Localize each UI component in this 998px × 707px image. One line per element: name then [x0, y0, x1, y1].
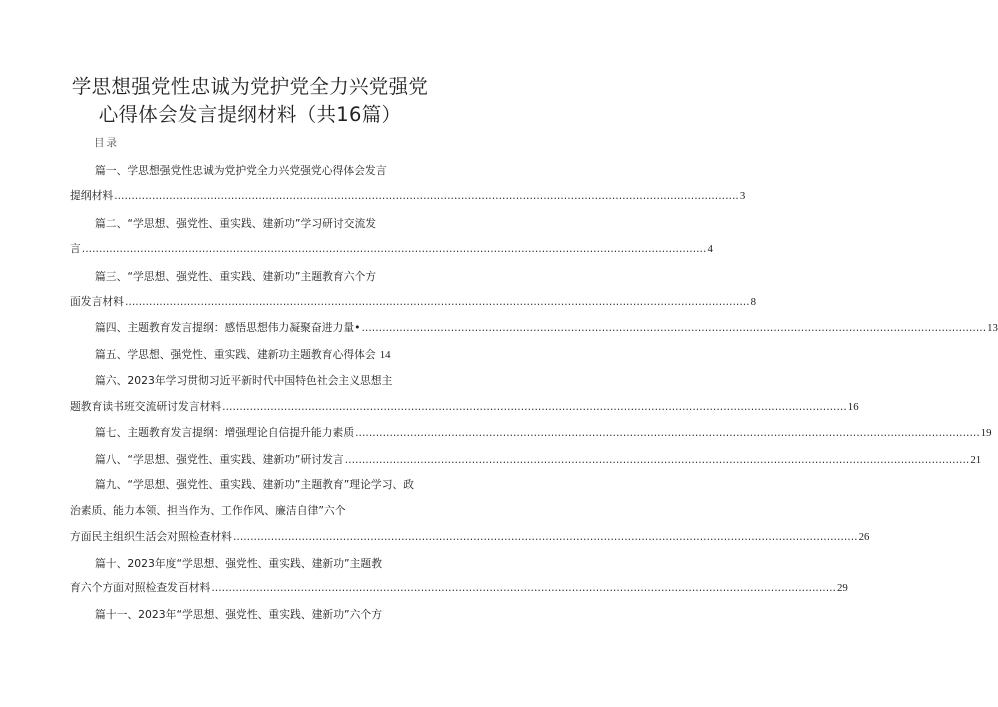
toc-entry-4-dots: ......................................................................................................................................................................................: [361, 321, 987, 334]
toc-entry-3-line-1[interactable]: 篇三、“学思想、强党性、重实践、建新功”主题教育六个方: [95, 270, 377, 283]
toc-entry-1-line-1[interactable]: 篇一、学思想强党性忠诚为党护党全力兴党强党心得体会发言: [95, 164, 387, 177]
toc-entry-4-title: 篇四、主题教育发言提纲：感悟思想伟力凝聚奋进力量•: [95, 321, 361, 334]
toc-entry-7-dots: ......................................................................................................................................................................................: [355, 426, 980, 439]
toc-entry-8-page: 21: [970, 454, 982, 466]
toc-entry-5[interactable]: [95, 347, 409, 363]
toc-entry-6-line-2: 题教育读书班交流研讨发言材料: [70, 400, 222, 413]
toc-entry-8[interactable]: [95, 452, 982, 468]
toc-entry-7[interactable]: [95, 425, 992, 441]
toc-entry-5-title: 篇五、学思想、强党性、重实践、建新功主题教育心得体会: [95, 348, 376, 361]
toc-entry-1-dots: ......................................................................................................................................................................................: [114, 189, 739, 202]
toc-entry-4[interactable]: [95, 320, 998, 336]
toc-entry-6-leader[interactable]: [70, 399, 859, 415]
toc-entry-2-dots: ......................................................................................................................................................................................: [81, 242, 707, 255]
toc-entry-1-leader[interactable]: [70, 188, 746, 204]
toc-entry-3-dots: ......................................................................................................................................................................................: [124, 295, 750, 308]
toc-entry-7-title: 篇七、主题教育发言提纲：增强理论自信提升能力素质: [95, 426, 355, 439]
toc-entry-2-line-1[interactable]: 篇二、“学思想、强党性、重实践、建新功”学习研讨交流发: [95, 217, 377, 230]
toc-entry-1-page: 3: [739, 190, 746, 202]
toc-heading: 目录: [94, 137, 119, 149]
toc-entry-10-page: 29: [837, 582, 848, 594]
toc-entry-9-line-1[interactable]: 篇九、“学思想、强党性、重实践、建新功”主题教育”理论学习、政: [95, 478, 415, 491]
toc-entry-9-line-2[interactable]: 治素质、能力本领、担当作为、工作作风、廉洁自律”六个: [70, 504, 346, 517]
toc-entry-7-page: 19: [980, 427, 992, 439]
toc-entry-9-page: 26: [858, 531, 870, 543]
toc-entry-11-line-1[interactable]: 篇十一、2023年“学思想、强党性、重实践、建新功”六个方: [95, 608, 382, 621]
toc-entry-2-leader[interactable]: [70, 241, 713, 257]
toc-entry-6-page: 16: [847, 401, 859, 413]
toc-entry-2-page: 4: [707, 243, 713, 255]
document-title-line-1: 学思想强党性忠诚为党护党全力兴党强党: [71, 75, 429, 98]
toc-entry-9-leader[interactable]: [70, 529, 870, 545]
toc-entry-10-line-2: 育六个方面对照检查发百材料: [70, 581, 211, 594]
toc-entry-2-line-2: 言: [70, 242, 81, 255]
toc-entry-9-dots: ......................................................................................................................................................................................: [232, 530, 858, 543]
toc-entry-10-line-1[interactable]: 篇十、2023年度“学思想、强党性、重实践、建新功”主题教: [95, 557, 382, 570]
document-title-line-2: 心得体会发言提纲材料（共16篇）: [98, 103, 402, 126]
toc-entry-6-dots: ......................................................................................................................................................................................: [222, 400, 847, 413]
toc-entry-8-dots: ......................................................................................................................................................................................: [344, 453, 970, 466]
toc-entry-3-leader[interactable]: [70, 294, 757, 310]
toc-entry-9-line-3: 方面民主组织生活会对照检查材料: [70, 530, 232, 543]
toc-entry-4-page: 13: [987, 322, 998, 334]
toc-entry-10-dots: ......................................................................................................................................................................................: [211, 581, 836, 594]
toc-entry-5-page: 14: [379, 349, 391, 361]
toc-entry-6-line-1[interactable]: 篇六、2023年学习贯彻习近平新时代中国特色社会主义思想主: [95, 374, 393, 387]
toc-entry-10-leader[interactable]: [70, 580, 848, 596]
toc-entry-3-page: 8: [750, 296, 757, 308]
toc-entry-3-line-2: 面发言材料: [70, 295, 124, 308]
toc-entry-8-title: 篇八、“学思想、强党性、重实践、建新功”研讨发言: [95, 453, 344, 466]
toc-entry-1-line-2: 提纲材料: [70, 189, 114, 202]
